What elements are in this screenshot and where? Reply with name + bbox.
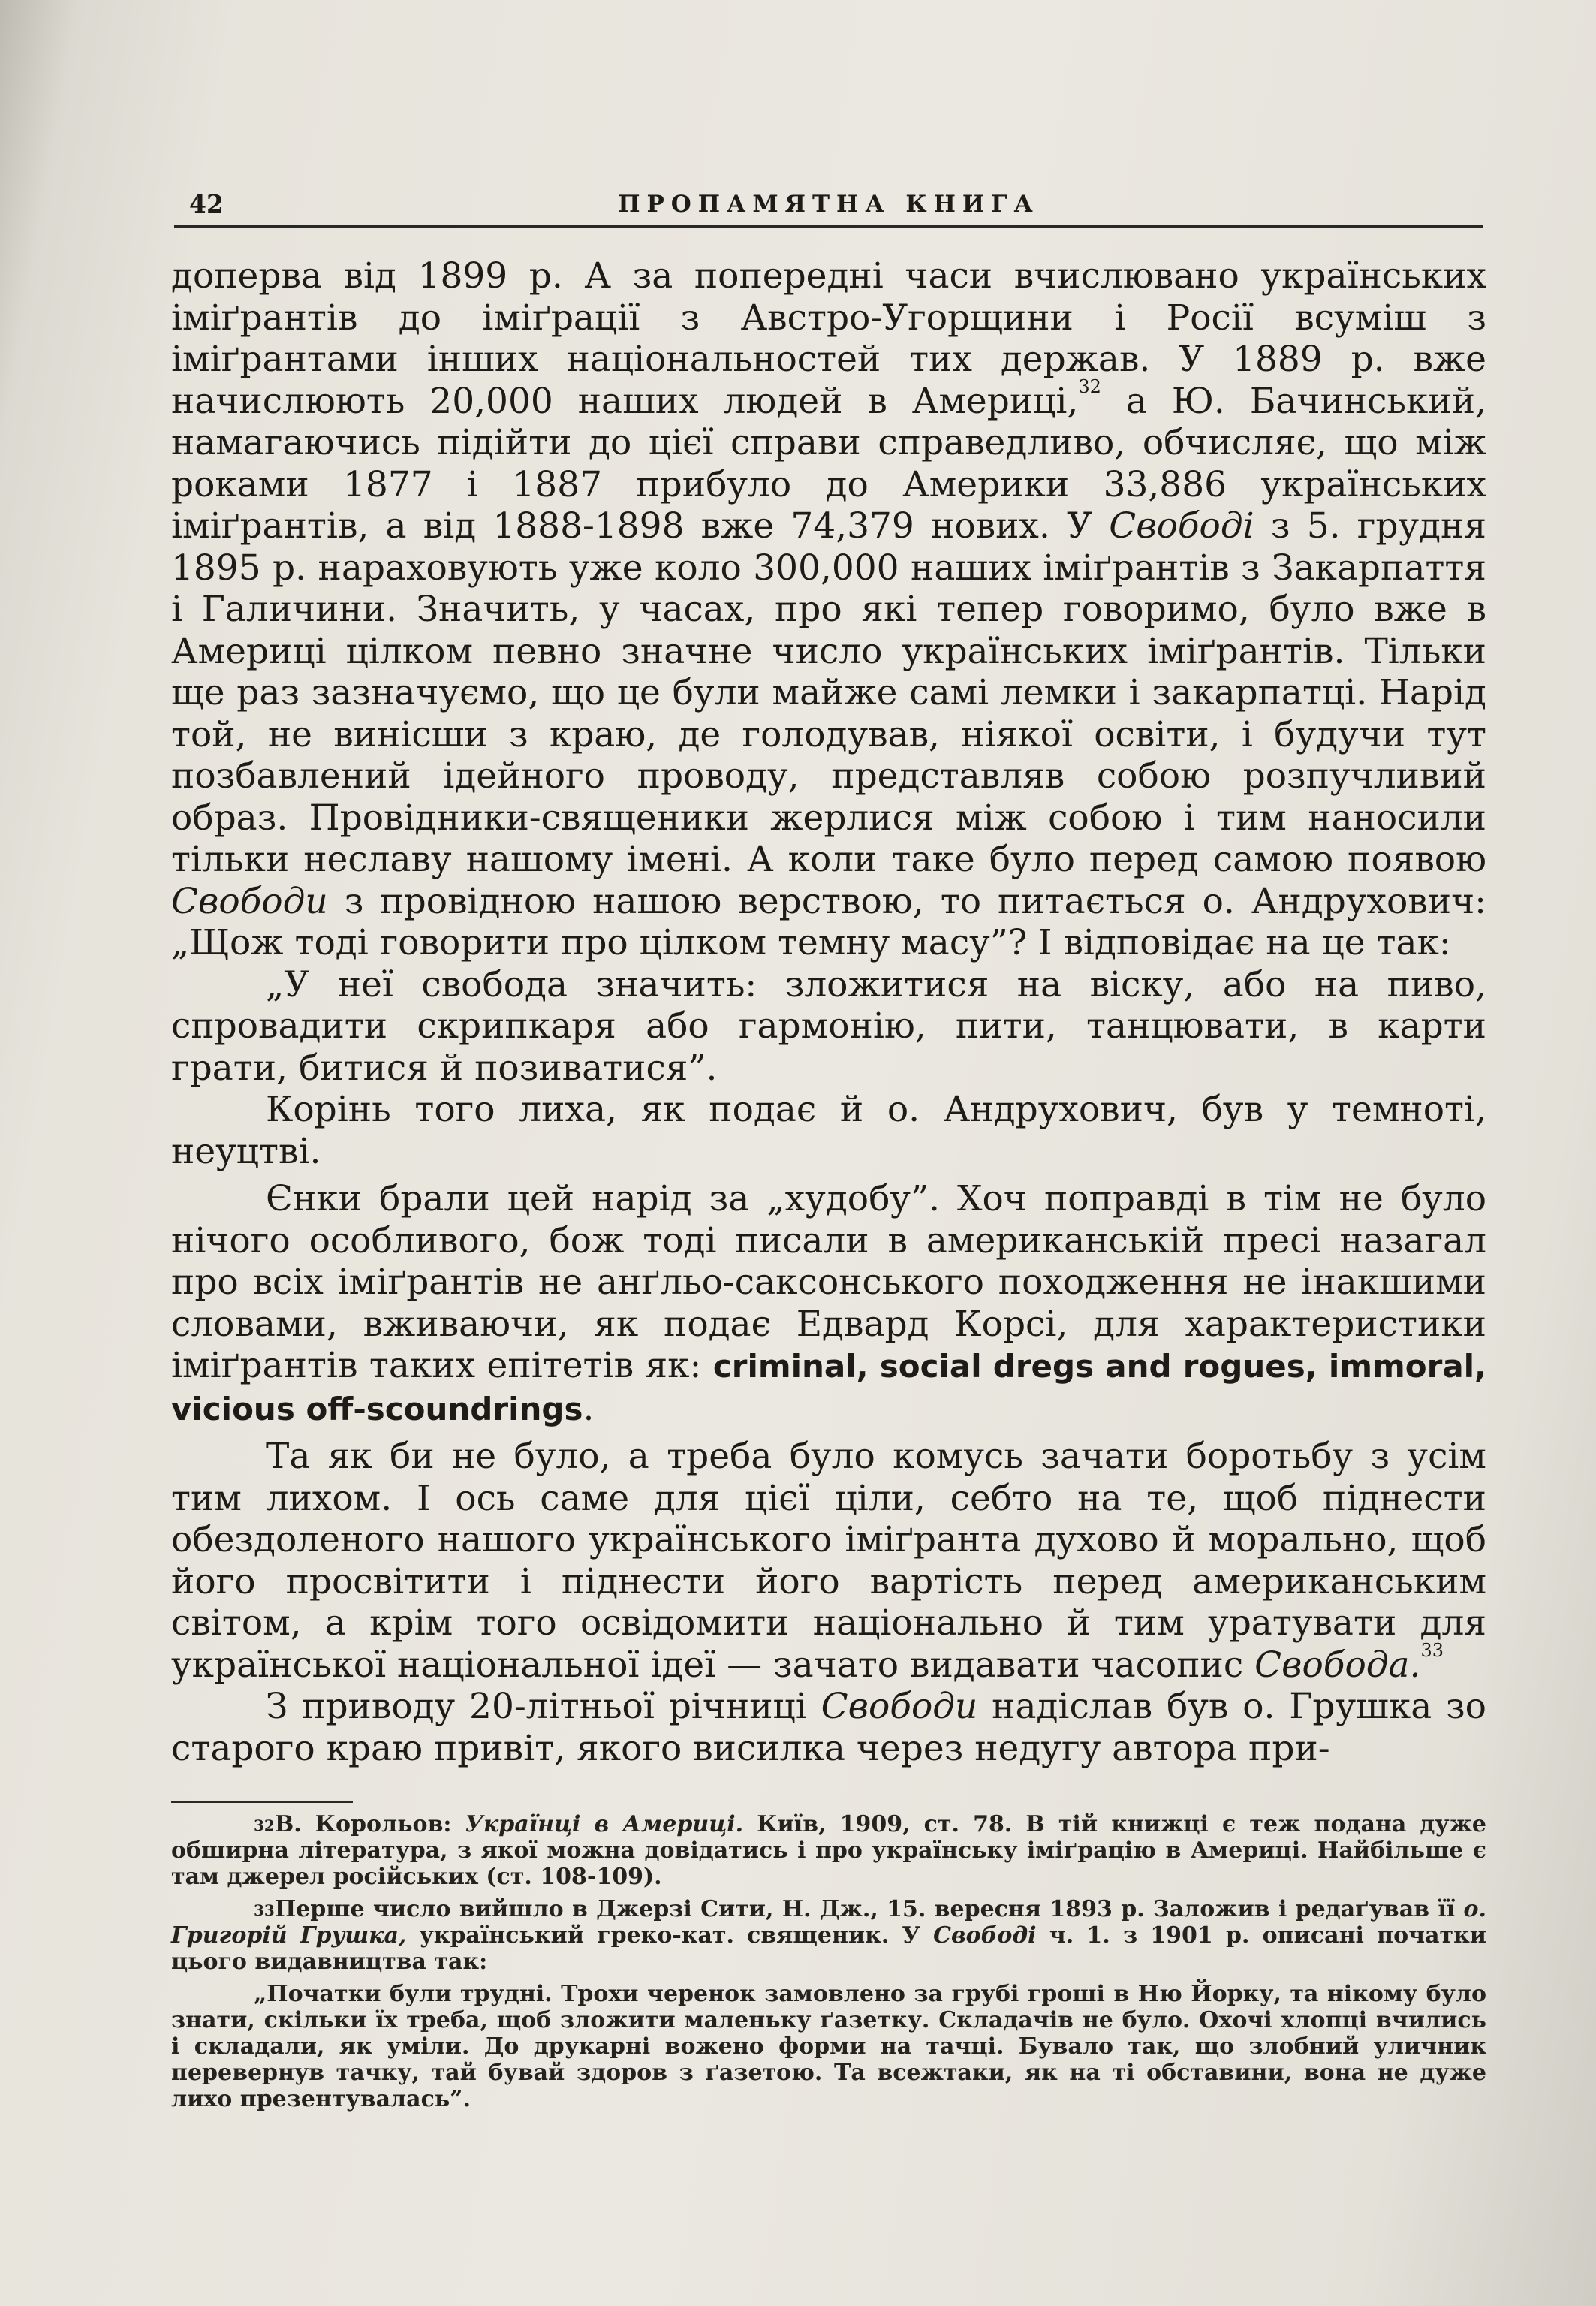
text-run: а Ю. Бачинський, намагаючись підійти до цієї справи справедливо, обчисляє, що між роками 1877 і 1887 прибуло до Америки 33,886 українських іміґрантів, а від 1888-1898 вже 74,379 нових. У <box>171 380 1486 547</box>
periodical-title: Свободі <box>1109 505 1254 547</box>
block-quote: „У неї свобода значить: зложитися на віску, або на пиво, спровадити скрипкаря або гармонію, пити, танцювати, в карти грати, битися й позиватися”. <box>171 963 1486 1089</box>
page-number: 42 <box>189 189 224 219</box>
person-name: о. Григорій Грушка, <box>171 1896 1486 1949</box>
footnote-separator <box>171 1801 353 1803</box>
book-title: Українці в Америці. <box>465 1811 744 1837</box>
text-run: З приводу 20-літньої річниці <box>266 1686 821 1727</box>
running-head <box>174 186 1483 228</box>
periodical-title: Свободи <box>821 1686 978 1727</box>
footnote-number: 33 <box>254 1901 275 1919</box>
text-run: з 5. грудня 1895 р. нараховують уже коло 300,000 наших іміґрантів з Закарпаття і Галичини. Значить, у часах, про які тепер говоримо, було вже в Америці цілком певно значне число українських іміґрантів. Тільки ще раз зазначуємо, що це були майже самі лемки і закарпатці. Нарід той, не винісши з краю, де голодував, ніякої освіти, і будучи тут позбавлений ідейного проводу, представляв собою розпучливий образ. Провідники-священики жерлися між собою і тим наносили тільки неславу нашому імені. А коли таке було перед самою появою <box>171 505 1487 880</box>
footnote-quote: „Початки були трудні. Трохи черенок замовлено за грубі гроші в Ню Йорку, та нікому було знати, скільки їх треба, щоб зложити маленьку ґазетку. Складачів не було. Охочі хлопці вчились і складали, як уміли. До друкарні вожено форми на тачці. Бувало так, що злобний уличник перевернув тачку, тай бувай здоров з ґазетою. Та всежтаки, як на ті обставини, вона не дуже лихо презентувалась”. <box>171 1981 1486 2112</box>
periodical-title: Свободі <box>933 1922 1037 1949</box>
latin-quote: criminal, social dregs and rogues, immoral, vicious off-scoundrings <box>171 1348 1487 1427</box>
periodical-title: Свободи <box>171 880 328 922</box>
text-run: Перше число вийшло в Джерзі Сити, Н. Дж., 15. вересня 1893 р. Заложив і редаґував її <box>274 1896 1464 1922</box>
text-run: . <box>583 1387 595 1429</box>
paragraph <box>171 255 1486 964</box>
running-title: ПРОПАМЯТНА КНИГА <box>618 191 1040 218</box>
text-run: з провідною нашою верствою, то питається о. Андрухович: „Щож тоді говорити про цілком темну масу”? І відповідає на це так: <box>171 880 1486 963</box>
footnote-ref: 32 <box>1078 375 1101 397</box>
paragraph <box>171 1178 1486 1430</box>
main-text <box>171 255 1486 1769</box>
text-run: Та як би не було, а треба було комусь зачати боротьбу з усім тим лихом. І ось саме для цієї ціли, себто на те, щоб піднести обездоленого нашого українського іміґранта духово й морально, щоб його просвітити і піднести його вартість перед американським світом, а крім того освідомити національно й тим уратувати для української національної ідеї — зачато видавати часопис <box>171 1436 1486 1686</box>
paragraph: Корінь того лиха, як подає й о. Андрухович, був у темноті, неуцтві. <box>171 1089 1486 1172</box>
text-run: ч. 1. з 1901 р. описані початки цього видавництва так: <box>171 1922 1487 1975</box>
periodical-title: Свобода. <box>1254 1644 1421 1686</box>
text-run: В. Корольов: <box>274 1811 465 1837</box>
text-run: Київ, 1909, ст. 78. В тій книжці є теж подана дуже обширна література, з якої можна довідатись і про українську іміґрацію в Америці. Найбільше є там джерел російських (ст. 108-109). <box>171 1811 1486 1890</box>
text-run: Єнки брали цей нарід за „худобу”. Хоч поправді в тім не було нічого особливого, бож тоді писали в американській пресі назагал про всіх іміґрантів не анґльо-саксонського походження не інакшими словами, вживаючи, як подає Едвард Корсі, для характеристики іміґрантів таких епітетів як: <box>171 1178 1486 1386</box>
text-run: доперва від 1899 р. А за попередні часи вчислювано українських іміґрантів до іміґрації з Австро-Угорщини і Росії всуміш з іміґрантами інших національностей тих держав. У 1889 р. вже начислюють 20,000 наших людей в Америці, <box>171 255 1486 422</box>
text-run: надіслав був о. Грушка зо старого краю привіт, якого висилка через недугу автора при- <box>171 1686 1486 1769</box>
footnote-number: 32 <box>254 1816 275 1834</box>
paragraph <box>171 1436 1486 1686</box>
text-run: український греко-кат. священик. У <box>406 1922 934 1949</box>
paragraph <box>171 1686 1486 1769</box>
footnote-ref: 33 <box>1420 1639 1444 1661</box>
footnote-33 <box>171 1896 1486 1975</box>
footnote-32 <box>171 1811 1486 1890</box>
footnotes <box>171 1811 1486 2112</box>
